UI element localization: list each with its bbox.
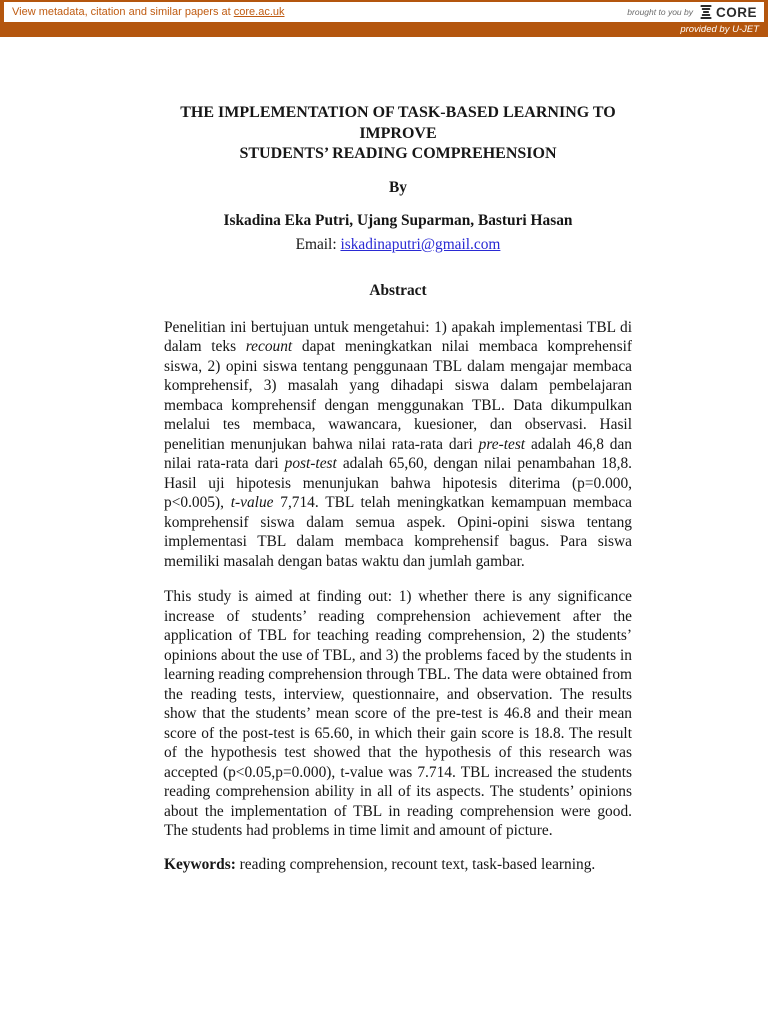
text-segment: adalah 46,8 dan nilai rata-rata dari bbox=[164, 435, 632, 472]
text-segment: pre-test bbox=[478, 435, 526, 453]
text-segment: Email: bbox=[295, 235, 341, 253]
keywords-line bbox=[164, 855, 632, 875]
page-title bbox=[164, 103, 632, 165]
abstract-heading: Abstract bbox=[369, 281, 427, 299]
core-stack-icon bbox=[700, 5, 712, 19]
abstract-paragraph-english: This study is aimed at finding out: 1) whether there is any significance increase of students’ reading comprehension achievement after the application of TBL for teaching reading comprehension, 2) the students’ opinions about the use of TBL, and 3) the problems faced by the students in learning reading comprehension through TBL. The data were obtained from the reading tests, interview, questionnaire, and observation. The results show that the students’ mean score of the pre-test is 46.8 and their mean score of the post-test is 65.60, in which their gain score is 18.8. The result of the hypothesis test showed that the hypothesis of this research was accepted (p<0.05,p=0.000), t-value was 7.714. TBL increased the students reading comprehension ability in all of its aspects. The students’ opinions about the implementation of TBL in reading comprehension were good. The students had problems in time limit and amount of picture. bbox=[164, 588, 632, 839]
text-segment: post-test bbox=[284, 455, 337, 472]
core-banner-strip bbox=[0, 0, 768, 22]
text-segment: t-value bbox=[230, 494, 274, 511]
core-ac-uk-link[interactable]: core.ac.uk bbox=[233, 6, 285, 18]
paper-content bbox=[164, 103, 632, 874]
text-segment: reading comprehension, recount text, task-based learning. bbox=[235, 855, 596, 873]
text-segment: dapat meningkatkan nilai membaca komprehensif siswa, 2) opini siswa tentang penggunaan TBL dalam mengajar membaca komprehensif, 3) masalah yang dihadapi siswa dalam pembelajaran membaca komprehensif dengan menggunakan TBL. Data dikumpulkan melalui tes membaca, wawancara, kuesioner, dan observasi. Hasil penelitian menunjukan bahwa nilai rata-rata dari bbox=[164, 338, 633, 453]
core-provider-bar bbox=[0, 22, 768, 37]
page-title-line1: THE IMPLEMENTATION OF TASK-BASED LEARNING TO IMPROVE bbox=[180, 104, 616, 142]
brought-to-you-by-label: brought to you by bbox=[627, 7, 693, 17]
email-line bbox=[164, 235, 632, 255]
by-label: By bbox=[389, 178, 407, 196]
core-logo-label: CORE bbox=[715, 4, 757, 20]
text-segment: recount bbox=[245, 338, 293, 355]
text-segment: View metadata, citation and similar papers at bbox=[12, 6, 234, 18]
page-title-line2: STUDENTS’ READING COMPREHENSION bbox=[239, 145, 557, 162]
text-segment: Penelitian ini bertujuan untuk mengetahui: 1) apakah implementasi TBL di dalam teks bbox=[164, 318, 632, 355]
text-segment: Keywords: bbox=[164, 855, 236, 873]
banner-metadata-text bbox=[12, 6, 285, 18]
abstract-paragraph-indonesian bbox=[164, 318, 632, 572]
authors-line: Iskadina Eka Putri, Ujang Suparman, Basturi Hasan bbox=[223, 211, 573, 229]
text-segment: 7,714. TBL telah meningkatkan kemampuan membaca komprehensif siswa dalam semua aspek. Opini-opini siswa tentang implementasi TBL dalam membaca komprehensif bagus. Para siswa memiliki masalah dengan batas waktu dan jumlah gambar. bbox=[164, 494, 633, 570]
text-segment: adalah 65,60, dengan nilai penambahan 18,8. Hasil uji hipotesis menunjukan bahwa hipotesis diterima (p=0.000, p<0.005), bbox=[164, 455, 632, 511]
provided-by-label: provided by U-JET bbox=[680, 24, 759, 35]
email-link[interactable]: iskadinaputri@gmail.com bbox=[340, 235, 501, 253]
core-logo[interactable] bbox=[627, 5, 757, 20]
